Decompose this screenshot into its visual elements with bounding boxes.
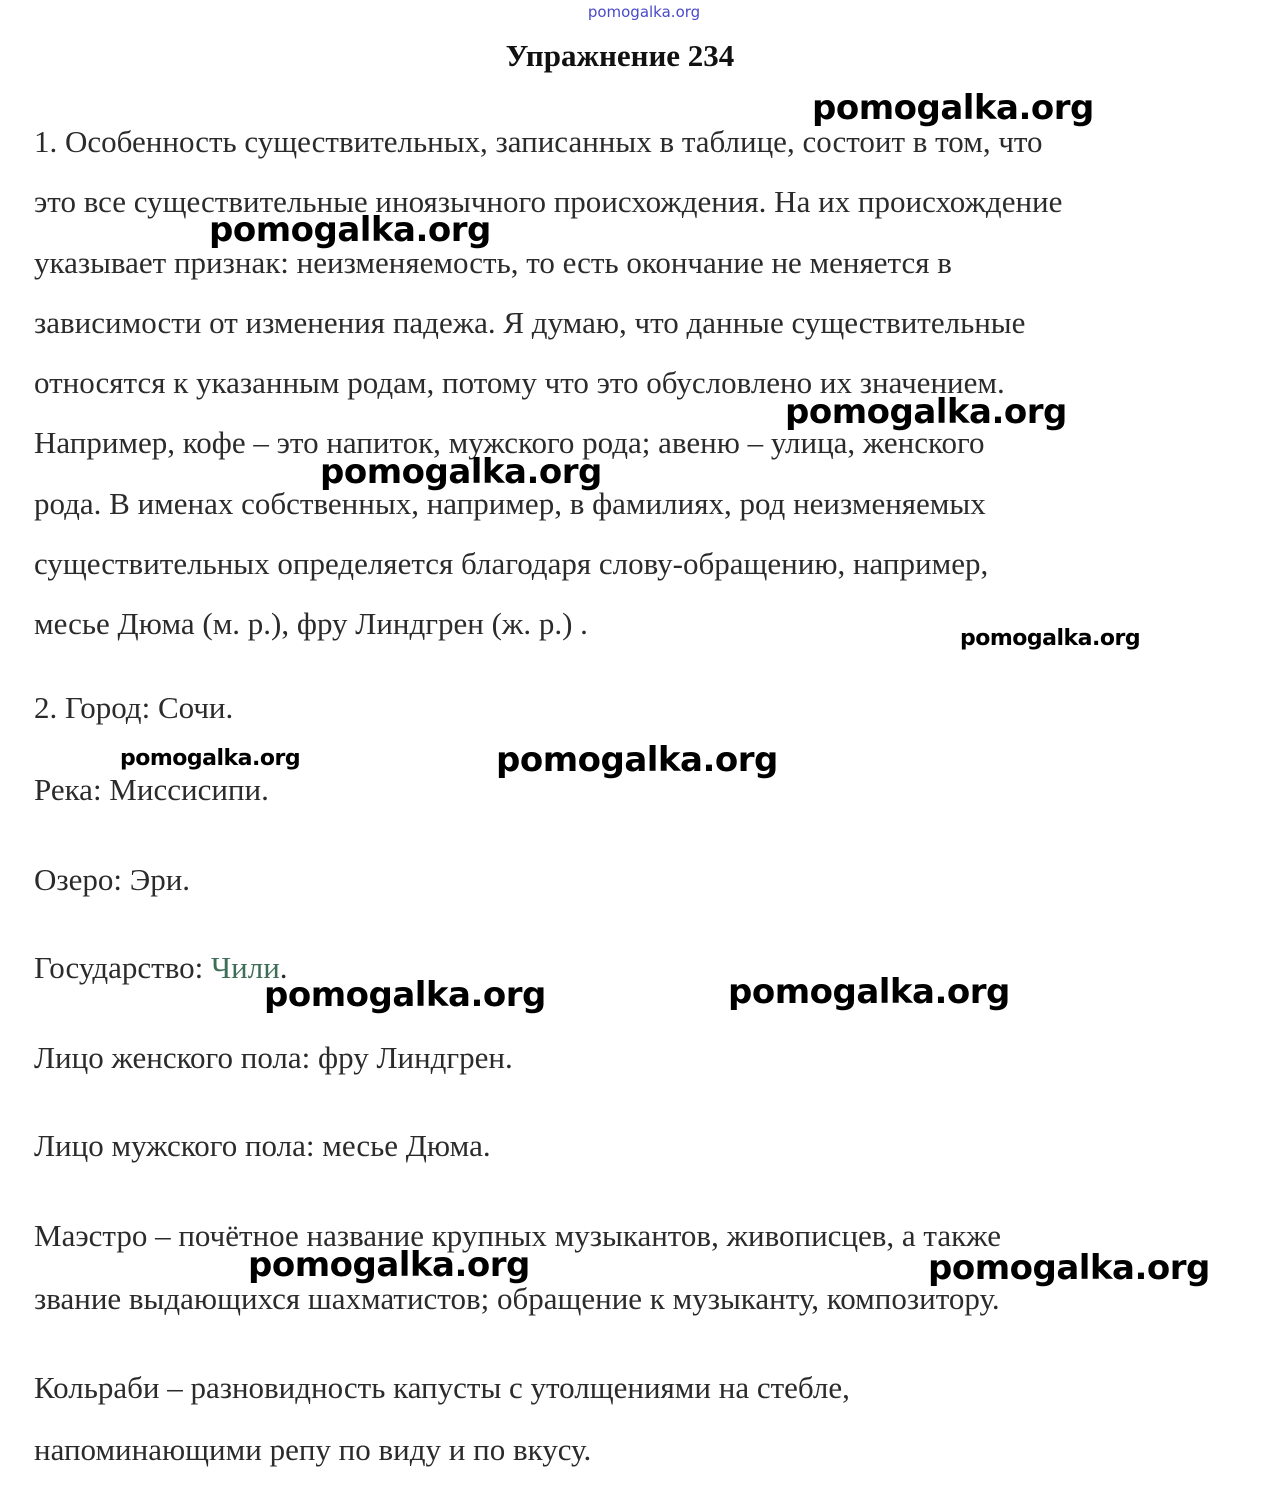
answer-maestro-line-2: звание выдающихся шахматистов; обращение к музыканту, композитору. (34, 1281, 1000, 1316)
watermark: pomogalka.org (120, 746, 301, 771)
answer-lake: Озеро: Эри. (34, 862, 191, 897)
text-line: зависимости от изменения падежа. Я думаю, что данные существительные (34, 304, 1026, 340)
watermark: pomogalka.org (928, 1248, 1210, 1288)
watermark: pomogalka.org (248, 1245, 530, 1285)
answer-female: Лицо женского пола: фру Линдгрен. (34, 1040, 513, 1075)
text-line: указывает признак: неизменяемость, то есть окончание не меняется в (34, 244, 952, 280)
answer-river: Река: Миссисипи. (34, 772, 269, 807)
site-header-link[interactable]: pomogalka.org (587, 3, 701, 21)
answer-kohlrabi-line-2: напоминающими репу по виду и по вкусу. (34, 1432, 592, 1467)
state-label: Государство: (34, 950, 211, 985)
watermark: pomogalka.org (812, 88, 1094, 128)
answer-kohlrabi-line-1: Кольраби – разновидность капусты с утолщениями на стебле, (34, 1370, 850, 1405)
text-line: месье Дюма (м. р.), фру Линдгрен (ж. р.) . (34, 606, 588, 642)
watermark: pomogalka.org (320, 452, 602, 492)
text-line: относятся к указанным родам, потому что это обусловлено их значением. (34, 365, 1005, 401)
answer-city: 2. Город: Сочи. (34, 690, 234, 725)
answer-maestro-line-1: Маэстро – почётное название крупных музыкантов, живописцев, а также (34, 1218, 1001, 1253)
answer-state (34, 950, 288, 986)
watermark: pomogalka.org (264, 975, 546, 1015)
state-value: Чили (211, 950, 280, 985)
watermark: pomogalka.org (785, 392, 1067, 432)
text-line: 1. Особенность существительных, записанных в таблице, состоит в том, что (34, 124, 1043, 159)
text-line: рода. В именах собственных, например, в фамилиях, род неизменяемых (34, 485, 986, 521)
answer-part-1 (34, 112, 1234, 655)
text-line: существительных определяется благодаря слову-обращению, например, (34, 546, 989, 582)
watermark: pomogalka.org (728, 972, 1010, 1012)
watermark: pomogalka.org (209, 210, 491, 250)
text-line: это все существительные иноязычного происхождения. На их происхождение (34, 184, 1063, 220)
state-end: . (279, 950, 288, 985)
page-title: Упражнение 234 (505, 38, 735, 73)
watermark: pomogalka.org (960, 626, 1141, 651)
answer-male: Лицо мужского пола: месье Дюма. (34, 1128, 491, 1163)
watermark: pomogalka.org (496, 740, 778, 780)
text-line: Например, кофе – это напиток, мужского рода; авеню – улица, женского (34, 425, 985, 461)
